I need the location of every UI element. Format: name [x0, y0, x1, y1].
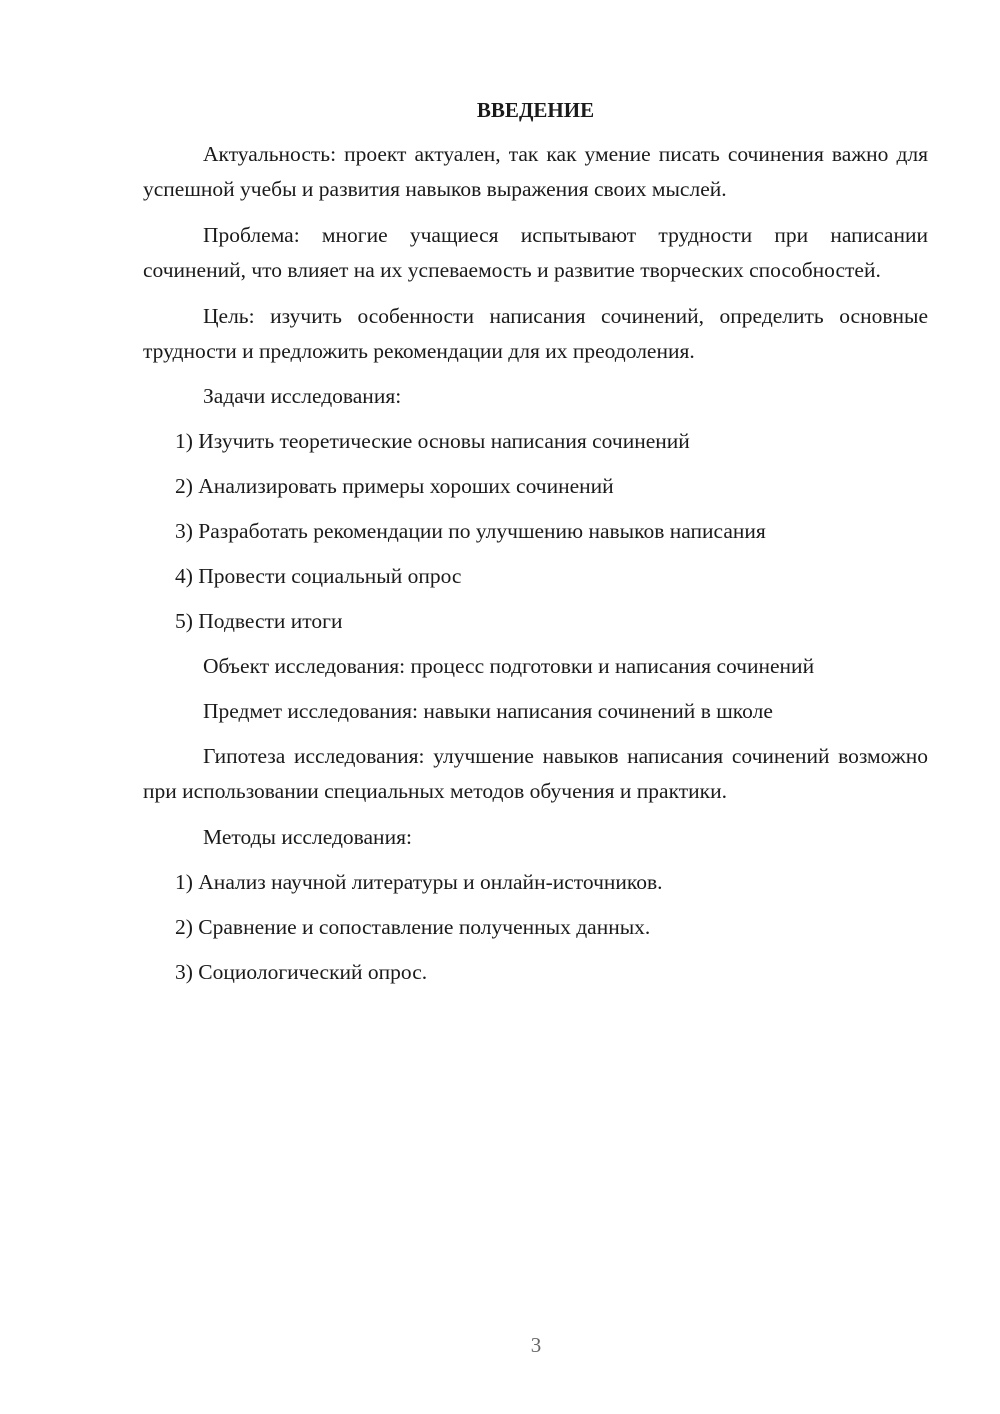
methods-title: Методы исследования:: [203, 825, 412, 849]
task-item: 2) Анализировать примеры хороших сочинений: [175, 474, 614, 498]
subject-line: Предмет исследования: навыки написания сочинений в школе: [203, 699, 773, 723]
goal-paragraph: Цель: изучить особенности написания сочинений, определить основные трудности и предложить рекомендации для их преодоления.: [143, 304, 928, 363]
method-item: 1) Анализ научной литературы и онлайн-источников.: [175, 870, 663, 894]
hypothesis-paragraph: Гипотеза исследования: улучшение навыков написания сочинений возможно при использовании специальных методов обучения и практики.: [143, 744, 928, 803]
problem-paragraph: Проблема: многие учащиеся испытывают трудности при написании сочинений, что влияет на их успеваемость и развитие творческих способностей.: [143, 223, 928, 282]
relevance-paragraph: Актуальность: проект актуален, так как умение писать сочинения важно для успешной учебы и развития навыков выражения своих мыслей.: [143, 142, 928, 201]
object-line: Объект исследования: процесс подготовки и написания сочинений: [203, 654, 815, 678]
task-item: 4) Провести социальный опрос: [175, 564, 462, 588]
page-content: [143, 94, 928, 990]
method-item: 3) Социологический опрос.: [175, 960, 428, 984]
tasks-title: Задачи исследования:: [203, 384, 402, 408]
task-item: 1) Изучить теоретические основы написания сочинений: [175, 429, 690, 453]
section-heading: ВВЕДЕНИЕ: [476, 98, 595, 122]
task-item: 3) Разработать рекомендации по улучшению навыков написания: [175, 519, 766, 543]
method-item: 2) Сравнение и сопоставление полученных данных.: [175, 915, 651, 939]
page-number: 3: [530, 1333, 542, 1357]
task-item: 5) Подвести итоги: [175, 609, 343, 633]
